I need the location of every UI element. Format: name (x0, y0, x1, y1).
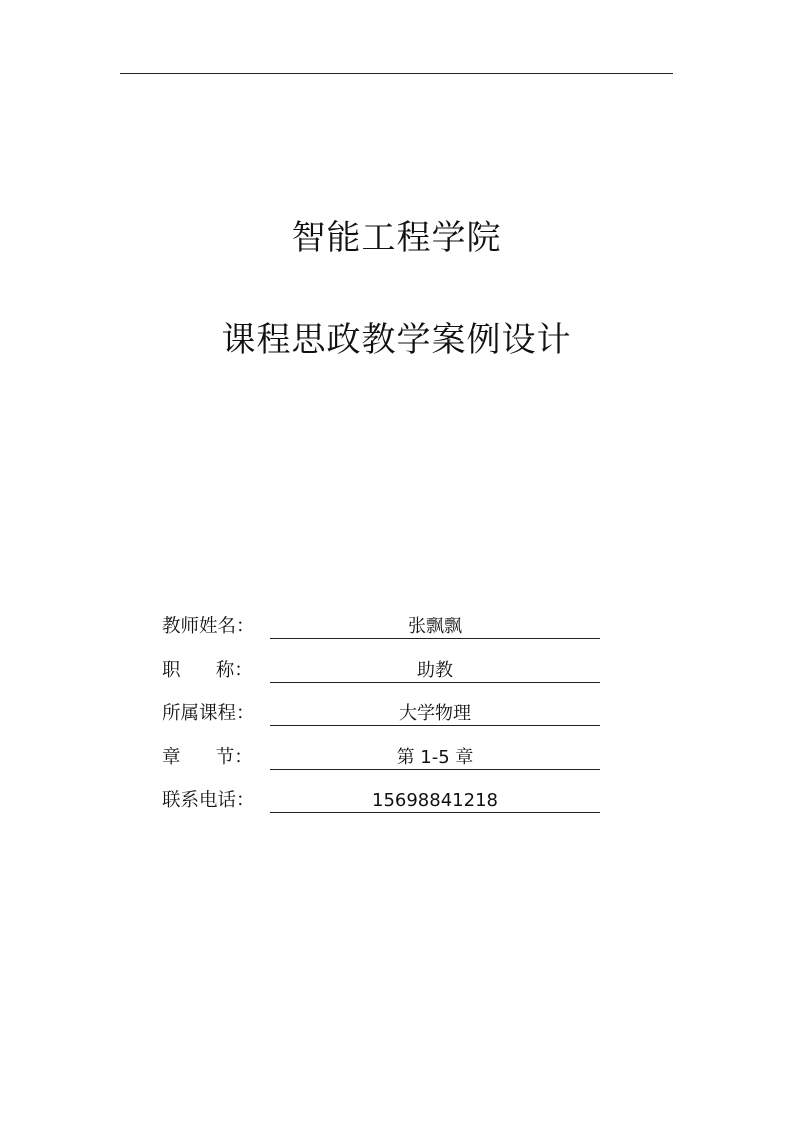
course-row (162, 701, 602, 745)
teacher-name-value: 张飘飘 (270, 614, 600, 639)
teacher-name-label: 教师姓名： (162, 616, 255, 637)
title-label: 职 称： (162, 659, 253, 681)
title-row (162, 658, 602, 702)
chapter-row (162, 745, 602, 789)
document-title: 课程思政教学案例设计 (221, 320, 572, 360)
cover-info-form (162, 614, 602, 832)
phone-row (162, 788, 602, 832)
teacher-name-row (162, 614, 602, 658)
chapter-value: 第 1-5 章 (270, 745, 600, 770)
phone-label: 联系电话： (162, 790, 255, 811)
course-label: 所属课程： (162, 703, 255, 724)
chapter-label: 章 节： (162, 746, 253, 768)
header-rule (120, 73, 673, 74)
phone-value: 15698841218 (270, 788, 600, 813)
title-value: 助教 (270, 658, 600, 683)
institution-title: 智能工程学院 (291, 218, 502, 258)
course-value: 大学物理 (270, 701, 600, 726)
